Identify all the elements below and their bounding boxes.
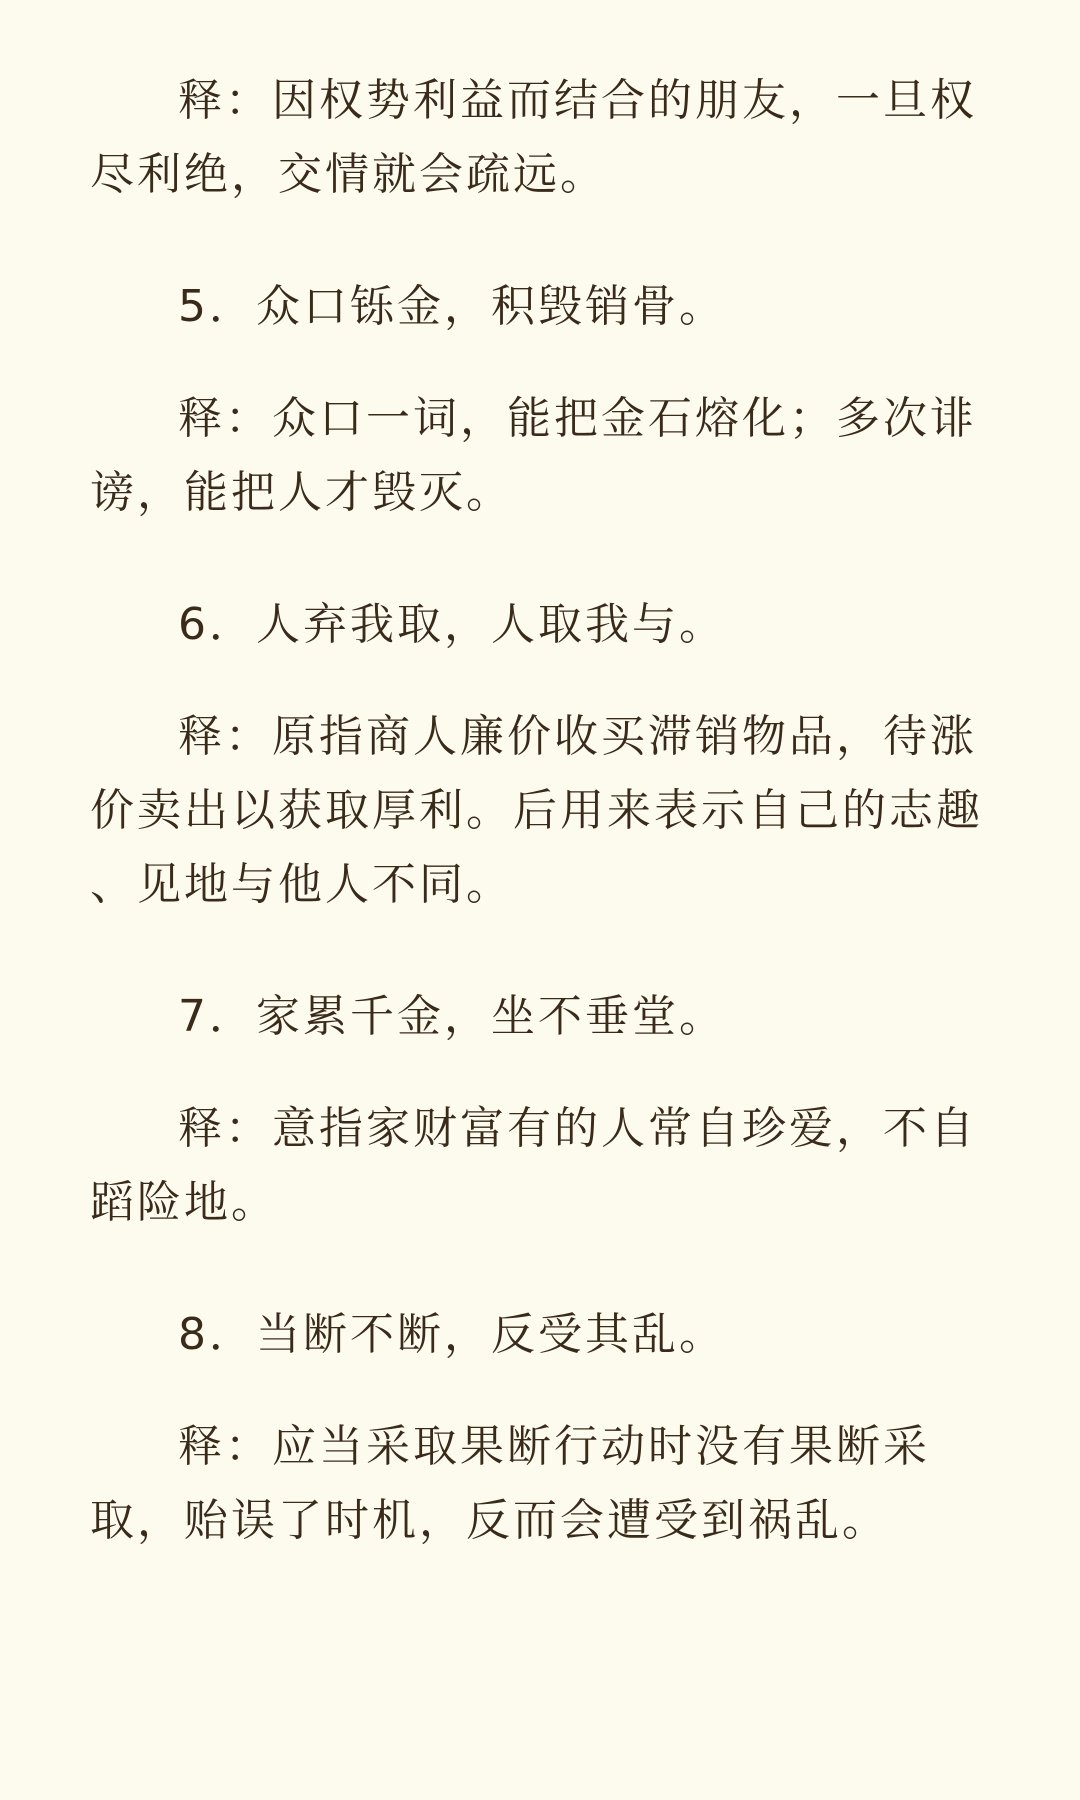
proverb-heading-8: 8．当断不断，反受其乱。	[178, 1309, 726, 1360]
proverb-heading-7: 7．家累千金，坐不垂堂。	[178, 991, 726, 1042]
explanation-text-6: 释：原指商人廉价收买滞销物品，待涨价卖出以获取厚利。后用来表示自己的志趣 、见地与他人不同。	[90, 711, 983, 910]
explanation-text: 释：因权势利益而结合的朋友，一旦权尽利绝，交情就会疏远。	[90, 75, 977, 200]
proverb-heading-5: 5．众口铄金，积毁销骨。	[178, 281, 726, 332]
proverb-heading-6: 6．人弃我取，人取我与。	[178, 599, 726, 650]
explanation-text-5: 释：众口一词，能把金石熔化；多次诽谤，能把人才毁灭。	[90, 393, 977, 518]
explanation-text-8: 释：应当采取果断行动时没有果断采取，贻误了时机，反而会遭受到祸乱。	[90, 1421, 930, 1546]
explanation-text-7: 释：意指家财富有的人常自珍爱，不自蹈险地。	[90, 1103, 977, 1228]
